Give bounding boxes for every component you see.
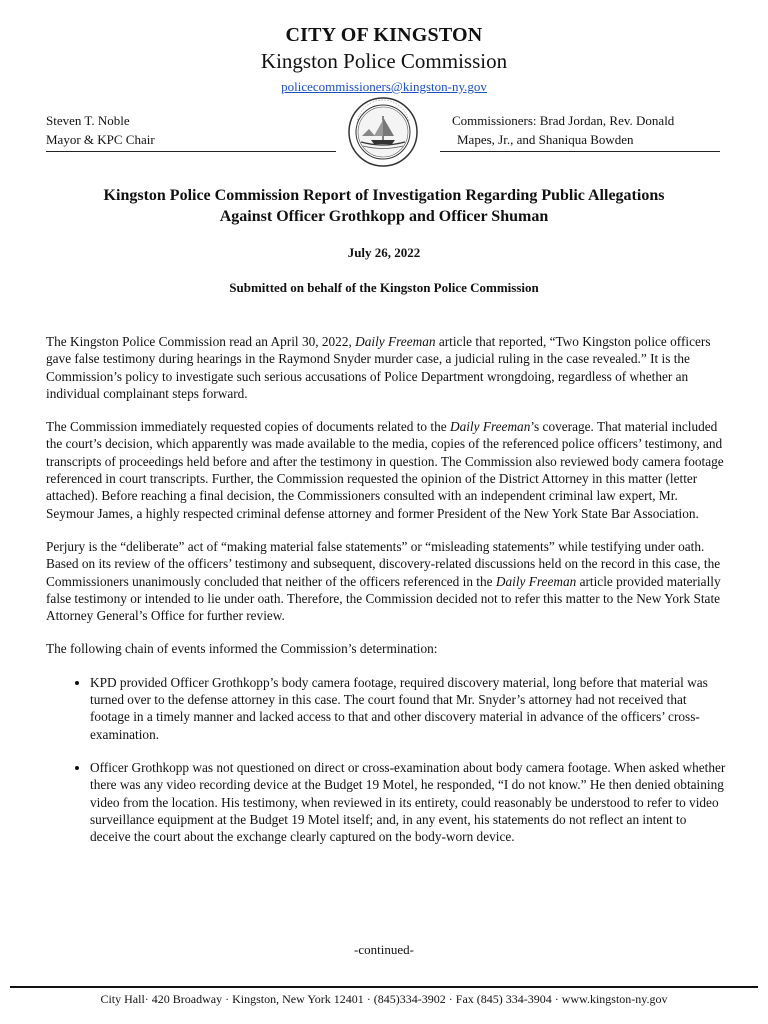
report-title bbox=[40, 185, 728, 227]
paragraph-1 bbox=[46, 333, 726, 402]
events-list bbox=[46, 674, 726, 846]
paragraph-3-publication: Daily Freeman bbox=[495, 573, 577, 589]
paragraph-4: The following chain of events informed the Commission’s determination: bbox=[46, 641, 438, 657]
commissioners-line-1: Commissioners: Brad Jordan, Rev. Donald bbox=[452, 113, 675, 128]
report-title-line-1: Kingston Police Commission Report of Investigation Regarding Public Allegations bbox=[103, 187, 665, 204]
paragraph-2 bbox=[46, 418, 726, 522]
paragraph-2-text-b: ’s coverage. That material included the court’s decision, which apparently was made available to the media, copies of the referenced police officers’ testimony, and transcripts of proceedings held before and after the testimony in question. The Commission also reviewed body camera footage referenced in court transcripts. Further, the Commission requested the opinion of the District Attorney in this matter (letter attached). Before reaching a final decision, the Commissioners consulted with an independent criminal law expert, Mr. Seymour James, a highly respected criminal defense attorney and former President of the New York State Bar Association. bbox=[46, 419, 724, 521]
paragraph-3-text-b: article provided materially false testimony or intended to lie under oath. Therefore, the Commission decided not to refer this matter to the New York State Attorney General’s Office for further review. bbox=[46, 573, 721, 624]
footer-divider bbox=[10, 986, 758, 988]
submitted-line: Submitted on behalf of the Kingston Police Commission bbox=[229, 280, 539, 295]
paragraph-1-publication: Daily Freeman bbox=[355, 334, 436, 349]
paragraph-3-text-a: Perjury is the “deliberate” act of “making material false statements” or “misleading statements” while testifying under oath. Based on its review of the officers’ testimony and subsequent, discovery-related discussions held on the record in this case, the Commissioners unanimously concluded that neither of the officers referenced in the bbox=[46, 538, 721, 589]
email-link[interactable]: policecommissioners@kingston-ny.gov bbox=[281, 79, 487, 94]
paragraph-1-text-a: The Kingston Police Commission read an April 30, 2022, bbox=[46, 334, 356, 349]
commissioners-block bbox=[452, 111, 674, 149]
paragraph-1-text-b: article that reported, “Two Kingston police officers gave false testimony during hearings in the Raymond Snyder murder case, a judicial ruling in the case revealed.” It is the Commission’s policy to investigate such serious accusations of Police Department wrongdoing, regardless of whether an individual complainant steps forward. bbox=[46, 334, 711, 401]
mayor-name: Steven T. Noble bbox=[46, 113, 130, 128]
continued-marker: -continued- bbox=[354, 942, 414, 957]
mayor-role: Mayor & KPC Chair bbox=[46, 132, 155, 147]
commissioners-line-2: Mapes, Jr., and Shaniqua Bowden bbox=[457, 132, 634, 147]
city-seal-icon bbox=[347, 96, 419, 168]
list-item: • Officer Grothkopp was not questioned on direct or cross-examination about body camera footage. When asked whether there was any video recording device at the Budget 19 Motel, he responded, “I do not know.” He then denied obtaining video from the location. His testimony, when reviewed in its entirety, could reasonably be understood to refer to video surveillance equipment at the Budget 19 Motel itself; and, in any event, his statements do not reflect an intent to deceive the court about the exchange clearly captured on the body-worn device. bbox=[90, 759, 726, 845]
report-title-line-2: Against Officer Grothkopp and Officer Shuman bbox=[219, 208, 549, 225]
left-divider bbox=[46, 151, 336, 152]
commission-name: Kingston Police Commission bbox=[260, 49, 508, 73]
city-name: CITY OF KINGSTON bbox=[285, 24, 483, 46]
paragraph-2-text-a: The Commission immediately requested copies of documents related to the bbox=[46, 419, 450, 435]
report-date: July 26, 2022 bbox=[347, 245, 421, 260]
mayor-block bbox=[46, 111, 155, 149]
right-divider bbox=[440, 151, 720, 152]
list-item: • KPD provided Officer Grothkopp’s body camera footage, required discovery material, long before that material was turned over to the defense attorney in this case. The court found that Mr. Snyder’s attorney had not received that footage in a timely manner and lacked access to that and other discovery material in advance of the officers’ cross-examination. bbox=[90, 674, 726, 743]
paragraph-2-publication: Daily Freeman bbox=[449, 419, 531, 435]
footer-address: City Hall· 420 Broadway · Kingston, New York 12401 · (845)334-3902 · Fax (845) 334-3904 · www.kingston-ny.gov bbox=[100, 992, 668, 1006]
report-body bbox=[46, 333, 726, 861]
paragraph-3 bbox=[46, 538, 726, 624]
